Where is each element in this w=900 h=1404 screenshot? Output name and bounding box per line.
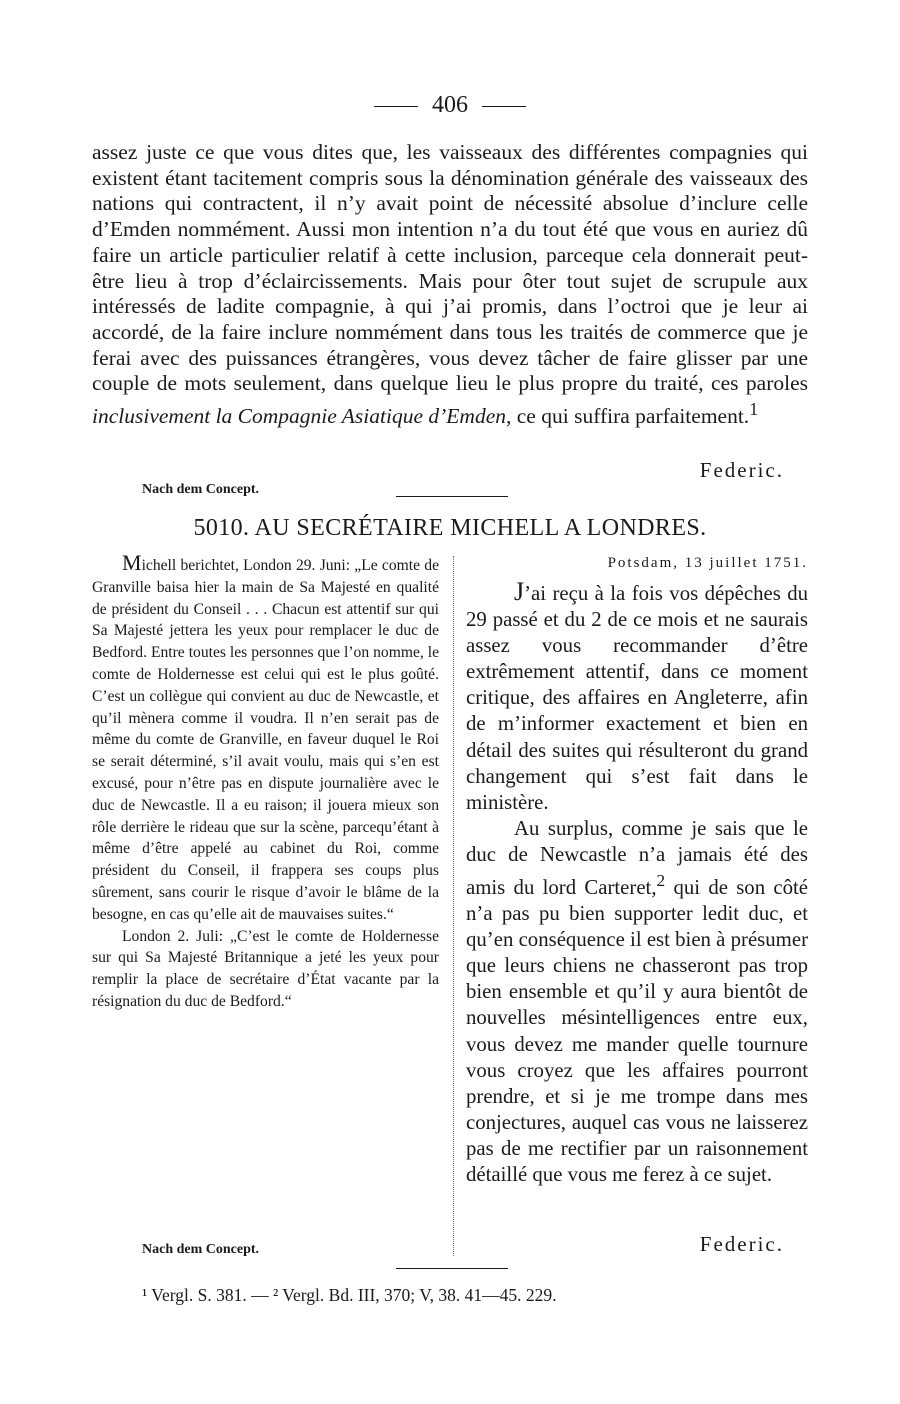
report-paragraph-2: London 2. Juli: „C’est le comte de Holdernesse sur qui Sa Majesté Britannique a jeté les yeux pour remplir la place de secrétaire d’État vacante par la résignation du duc de Bedford.“ [92, 927, 439, 1010]
page-number: 406 [432, 92, 468, 118]
footnotes: ¹ Vergl. S. 381. — ² Vergl. Bd. III, 370; V, 38. 41—45. 229. [142, 1285, 557, 1305]
page-header [0, 92, 900, 119]
source-note-bottom: Nach dem Concept. [142, 1242, 260, 1257]
report-paragraph-1-text: ichell berichtet, London 29. Juni: „Le comte de Granville baisa hier la main de Sa Majesté en qualité de président du Conseil . . . Chacun est attentif sur qui Sa Majesté jettera les yeux pour remplacer le duc de Bedford. Entre toutes les personnes que l’on nomme, le comte de Holdernesse est celui qui est le plus goûté. C’est un collègue qui convient au duc de Newcastle, et qu’il mènera comme il voudra. Il n’en serait pas de même du comte de Granville, en faveur duquel le Roi se serait déterminé, s’il avait voulu, mais qui s’en est excusé, pour n’être pas en dispute journalière avec le duc de Newcastle. Il a eu raison; il jouera mieux son rôle derrière le rideau que sur la scène, parcequ’étant à même d’être appelé au cabinet du Roi, comme président du Conseil, il frappera ses coups plus sûrement, sans courir le risque d’avoir le blâme de la besogne, en cas qu’elle ait de mauvaises suites.“ [92, 557, 439, 923]
top-letter-ending: ce qui suffira parfaitement. [511, 404, 750, 429]
right-column [466, 553, 808, 1188]
signature-top: Federic. [699, 458, 784, 482]
section-divider [396, 496, 508, 497]
left-column [92, 552, 439, 1013]
top-letter-text: assez juste ce que vous dites que, les vaisseaux des différentes compagnies qui existent étant tacitement compris sous la dénomination générale des vaisseaux des nations qui contractent, il n’y avait point de nécessité absolue d’inclure celle d’Emden nommément. Aussi mon intention n’a du tout été que vous en auriez dû faire un article particulier relatif à cette inclusion, parceque cela donnerait peut-être lieu à trop d’éclaircissements. Mais pour ôter tout sujet de scrupule aux intéressés de ladite compagnie, à qui j’ai promis, dans l’octroi que je leur ai accordé, de la faire inclure nommément dans tous les traités de commerce que je ferai avec des puissances étrangères, vous devez tâcher de faire glisser par une couple de mots seulement, dans quelque lieu le plus propre du traité, ces paroles [92, 140, 808, 396]
letter-paragraph-1-text: ’ai reçu à la fois vos dépêches du 29 passé et du 2 de ce mois et ne saurais assez vous recommander d’être extrêmement attentif, dans ce moment critique, des affaires en Angleterre, afin de m’informer exactement et bien en détail des suites qui résulteront du grand changement qui s’est fait dans le ministère. [466, 582, 808, 814]
letter-paragraph-2-text-a: Au surplus, comme je sais que le duc de Newcastle n’a jamais été des amis du lord Carteret, [466, 816, 808, 899]
drop-initial-m: M [122, 550, 142, 575]
letter-paragraph-2-text-b: qui de son côté n’a pas pu bien supporter ledit duc, et qu’en conséquence il est bien à présumer que leurs chiens ne chasseront pas trop bien ensemble et qu’il y aura bientôt de nouvelles mésintelligences entre eux, vous devez me mander quelle tournure vous croyez que les affaires pourront prendre, et si je me trompe dans mes conjectures, auquel cas vous ne laisserez pas de me rectifier par un raisonnement détaillé que vous me ferez à ce sujet. [466, 875, 809, 1186]
top-letter-italic-text: inclusivement la Compagnie Asiatique d’Emden, [92, 404, 512, 429]
header-dash-left [374, 106, 418, 107]
top-letter-paragraph [92, 140, 808, 430]
top-letter-body [92, 140, 808, 430]
signature-bottom: Federic. [699, 1232, 784, 1256]
report-paragraph-1 [92, 552, 439, 926]
column-separator [453, 556, 454, 1256]
letter-paragraph-1 [466, 579, 808, 816]
dateline: Potsdam, 13 juillet 1751. [607, 555, 808, 571]
footnote-ref-1: 1 [749, 399, 759, 420]
letter-paragraph-2 [466, 816, 808, 1188]
drop-initial-j: J [514, 577, 525, 606]
footnote-divider [396, 1268, 508, 1269]
source-note-top: Nach dem Concept. [142, 482, 260, 497]
letter-heading: 5010. AU SECRÉTAIRE MICHELL A LONDRES. [193, 515, 707, 541]
footnote-ref-2: 2 [656, 871, 666, 891]
header-dash-right [482, 106, 526, 107]
